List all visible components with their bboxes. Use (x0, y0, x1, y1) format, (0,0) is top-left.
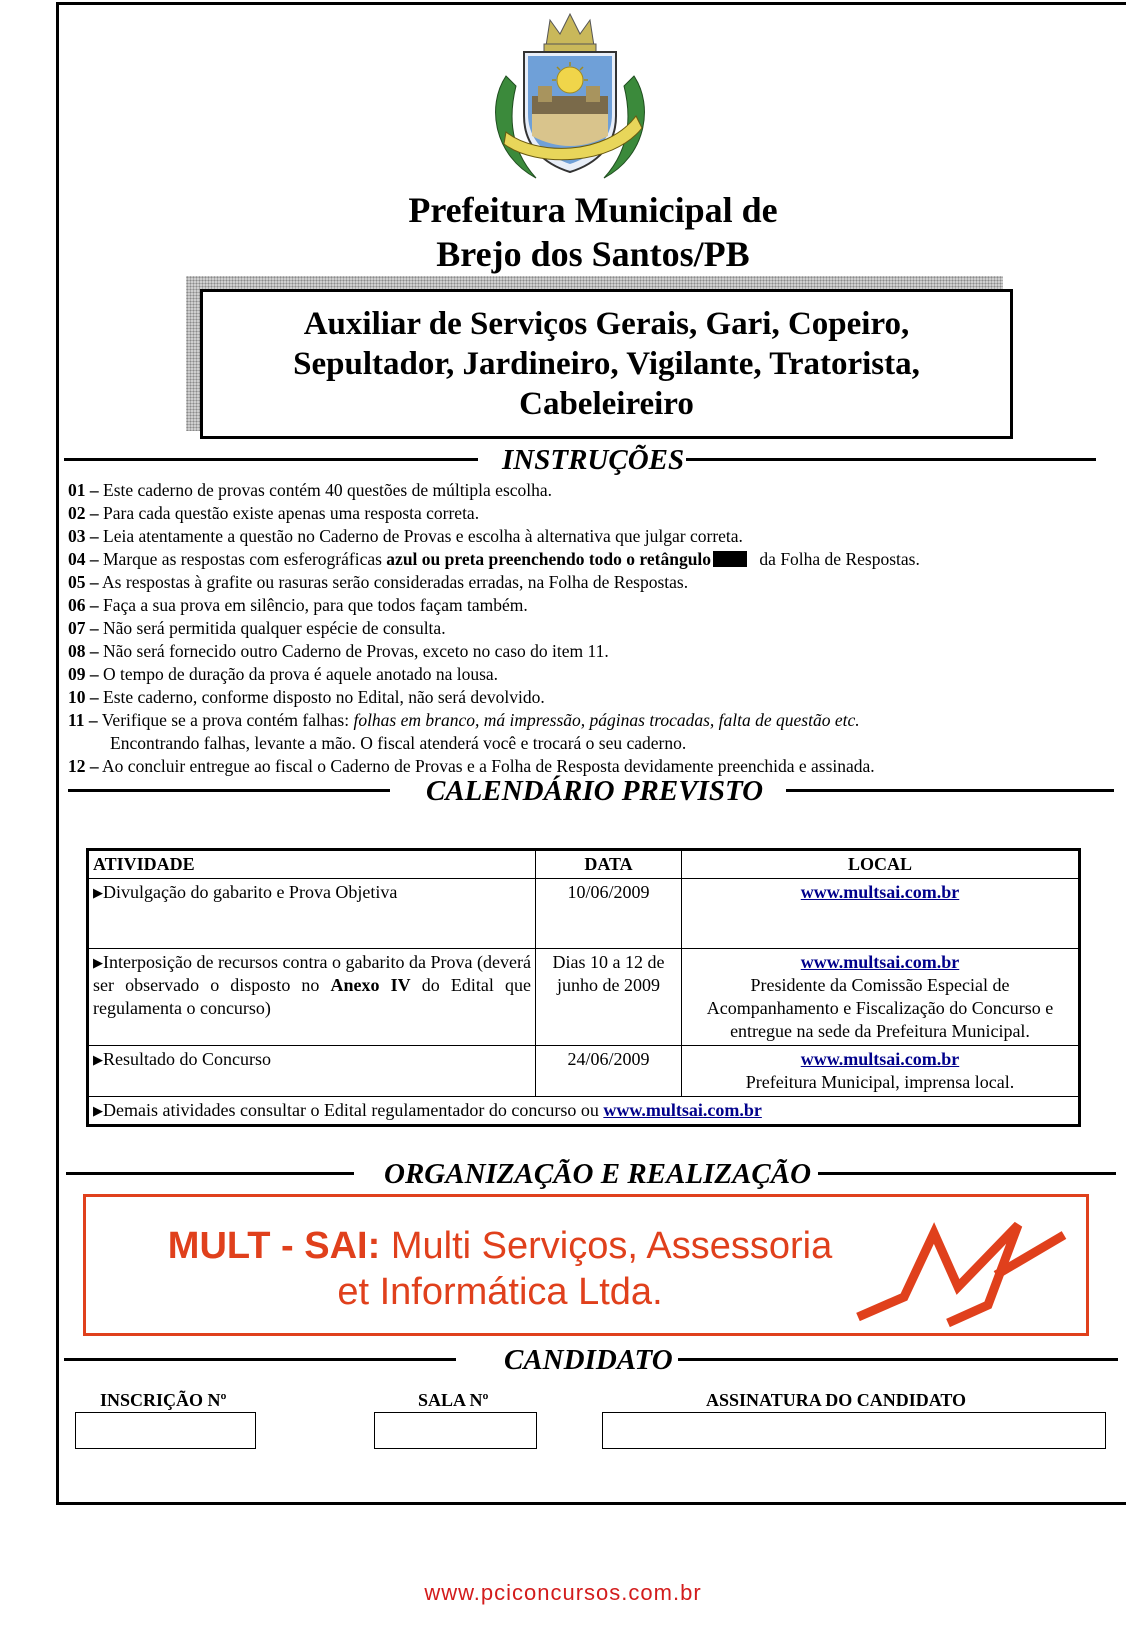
instructions-list (68, 479, 1118, 778)
calendar-heading-label: CALENDÁRIO PREVISTO (426, 775, 764, 807)
list-item: 03 – Leia atentamente a questão no Caderno de Provas e escolha à alternativa que julgar correta. (68, 526, 743, 546)
bullet-triangle-icon: ▶ (93, 1052, 103, 1067)
list-item: 01 – Este caderno de provas contém 40 questões de múltipla escolha. (68, 480, 553, 500)
bullet-triangle-icon: ▶ (93, 885, 103, 900)
multsai-link[interactable]: www.multsai.com.br (800, 882, 960, 902)
exam-title-line2: Sepultador, Jardineiro, Vigilante, Tratorista, (293, 346, 920, 382)
list-item: 04 – Marque as respostas com esferográficas azul ou preta preenchendo todo o retângulo da Folha de Respostas. (68, 549, 920, 569)
table-row: ▶Interposição de recursos contra o gabarito da Prova (deverá ser observado o disposto no Anexo IV do Edital que regulamenta o concurso) Dias 10 a 12 de junho de 2009 www.multsai.com.br Presidente da Comissão Especial de Acompanhamento e Fiscalização do Concurso e entregue na sede da Prefeitura Municipal. (88, 949, 1080, 1046)
multsai-logo-icon (846, 1205, 1076, 1330)
organization-banner (83, 1194, 1089, 1336)
organization-heading-label: ORGANIZAÇÃO E REALIZAÇÃO (384, 1158, 812, 1190)
table-header-row (88, 850, 1080, 879)
bullet-triangle-icon: ▶ (93, 955, 104, 970)
multsai-link[interactable]: www.multsai.com.br (800, 1049, 960, 1069)
list-item: 09 – O tempo de duração da prova é aquele anotado na lousa. (68, 664, 499, 684)
room-label: SALA Nº (418, 1390, 489, 1410)
filled-rectangle-example (713, 551, 747, 567)
candidate-heading-label: CANDIDATO (504, 1344, 673, 1376)
exam-title-line3: Cabeleireiro (519, 386, 694, 422)
signature-label: ASSINATURA DO CANDIDATO (706, 1390, 967, 1410)
exam-title-line1: Auxiliar de Serviços Gerais, Gari, Copeiro, (303, 306, 910, 342)
column-header: ATIVIDADE (88, 850, 536, 879)
multsai-link[interactable]: www.multsai.com.br (800, 952, 960, 972)
column-header: LOCAL (682, 850, 1080, 879)
candidate-heading (64, 1344, 1118, 1378)
municipal-crest-icon (476, 6, 664, 192)
instructions-heading-label: INSTRUÇÕES (502, 444, 685, 476)
signature-field[interactable] (602, 1412, 1106, 1449)
page-title-line1: Prefeitura Municipal de (408, 190, 778, 230)
registration-label: INSCRIÇÃO Nº (100, 1390, 227, 1410)
divider (64, 1358, 456, 1361)
calendar-heading (68, 775, 1114, 809)
divider (686, 458, 1096, 461)
bullet-triangle-icon: ▶ (93, 1103, 103, 1118)
list-item: 02 – Para cada questão existe apenas uma resposta correta. (68, 503, 480, 523)
list-item: 12 – Ao concluir entregue ao fiscal o Caderno de Provas e a Folha de Resposta devidamente preenchida e assinada. (68, 756, 875, 776)
list-item: 08 – Não será fornecido outro Caderno de Provas, exceto no caso do item 11. (68, 641, 609, 661)
list-item: 10 – Este caderno, conforme disposto no Edital, não será devolvido. (68, 687, 545, 707)
exam-title-box (200, 289, 1013, 439)
list-item: 05 – As respostas à grafite ou rasuras serão consideradas erradas, na Folha de Respostas. (68, 572, 689, 592)
list-item: 11 – Verifique se a prova contém falhas: folhas em branco, má impressão, páginas trocadas, falta de questão etc. (68, 710, 860, 730)
divider (786, 789, 1114, 792)
divider (64, 458, 478, 461)
column-header: DATA (536, 850, 682, 879)
company-name: MULT - SAI: Multi Serviços, Assessoria et Informática Ltda. (167, 1225, 833, 1313)
table-row: ▶Demais atividades consultar o Edital regulamentador do concurso ou www.multsai.com.br (88, 1097, 1080, 1126)
divider (678, 1358, 1118, 1361)
table-row: ▶Divulgação do gabarito e Prova Objetiva 10/06/2009 www.multsai.com.br (88, 879, 1080, 949)
divider (66, 1172, 354, 1175)
multsai-link[interactable]: www.multsai.com.br (603, 1100, 762, 1120)
list-item: 07 – Não será permitida qualquer espécie de consulta. (68, 618, 446, 638)
calendar-table (86, 848, 1081, 1127)
organization-heading (66, 1158, 1116, 1192)
room-field[interactable] (374, 1412, 537, 1449)
list-item-continuation: Encontrando falhas, levante a mão. O fiscal atenderá você e trocará o seu caderno. (110, 733, 687, 753)
divider (68, 789, 390, 792)
list-item: 06 – Faça a sua prova em silêncio, para que todos façam também. (68, 595, 528, 615)
page-title-line2: Brejo dos Santos/PB (436, 234, 750, 274)
table-row: ▶Resultado do Concurso 24/06/2009 www.multsai.com.br Prefeitura Municipal, imprensa local. (88, 1046, 1080, 1097)
footer-url[interactable]: www.pciconcursos.com.br (424, 1580, 702, 1605)
divider (818, 1172, 1116, 1175)
instructions-heading (64, 444, 1096, 478)
registration-field[interactable] (75, 1412, 256, 1449)
